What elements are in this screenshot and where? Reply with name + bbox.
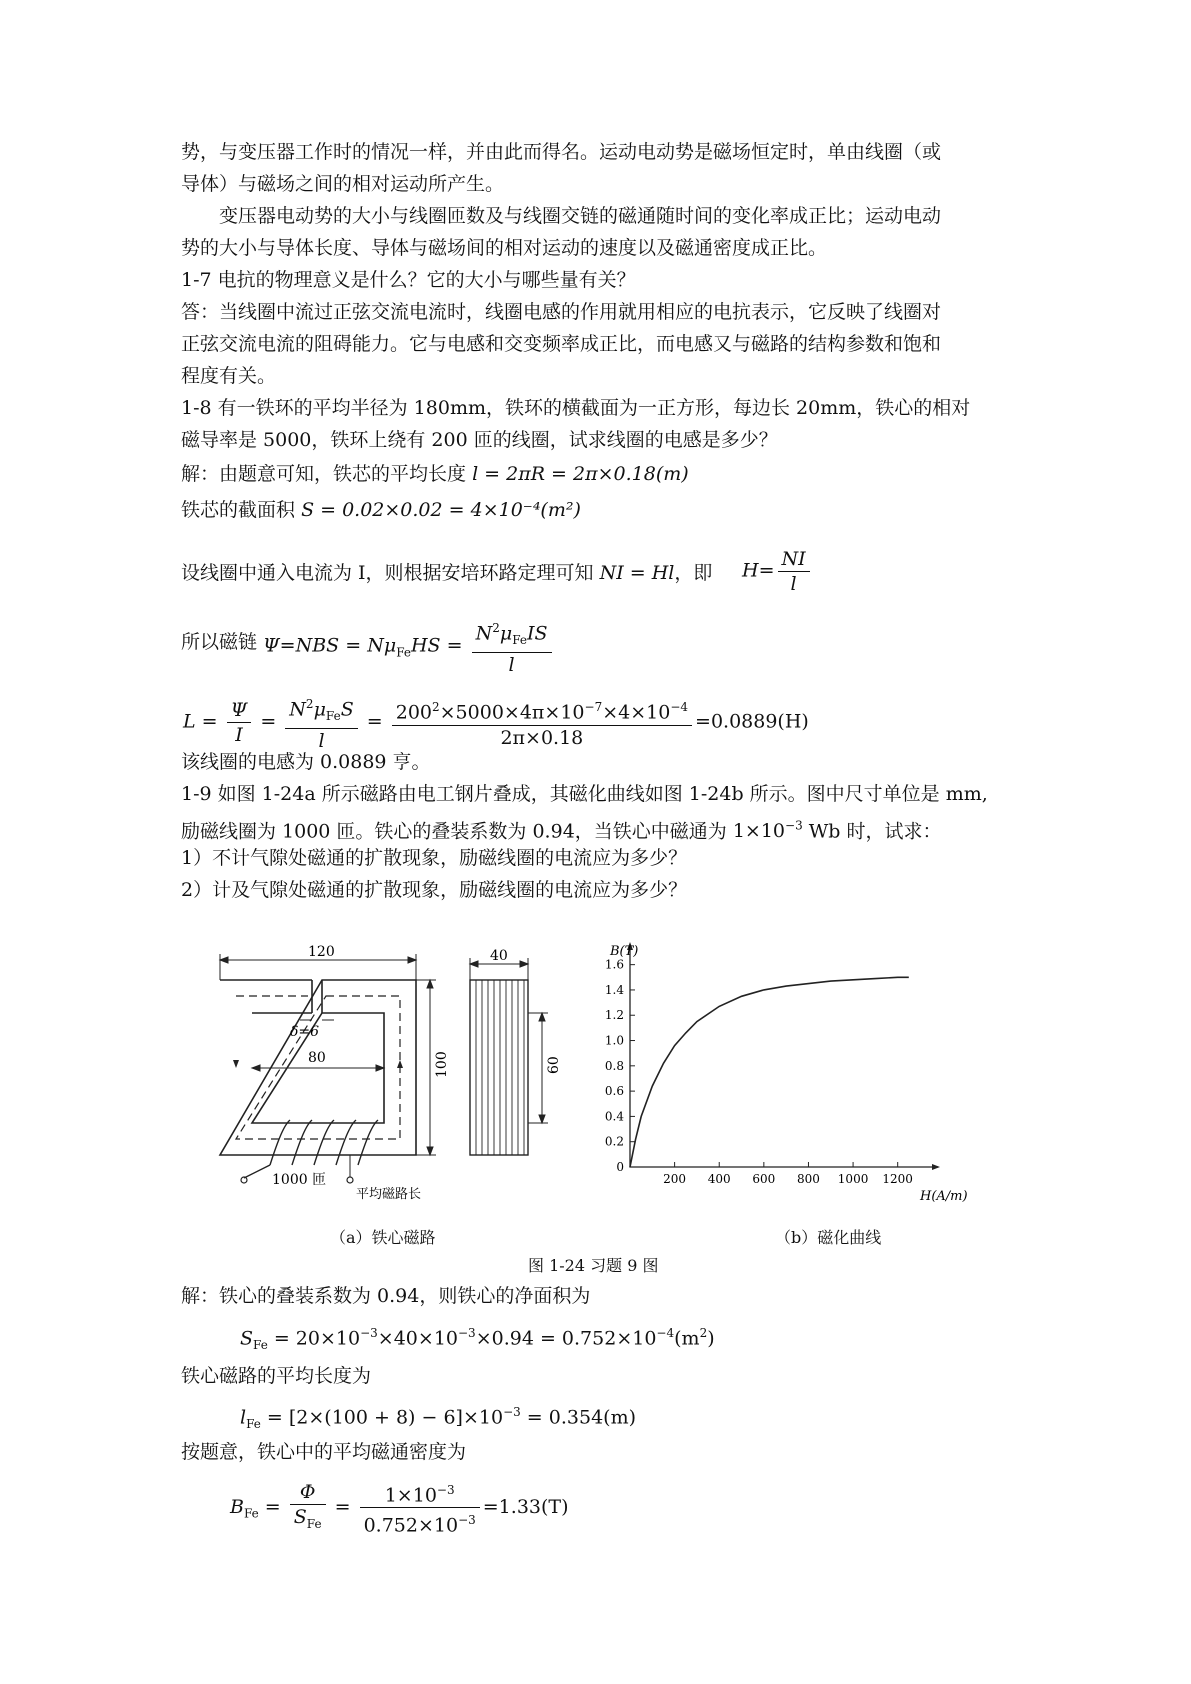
- magnetization-curve-chart: [590, 935, 1010, 1215]
- coil-winding: [244, 1120, 378, 1178]
- question-1-9: 励磁线圈为 1000 匝。铁心的叠装系数为 0.94，当铁心中磁通为 $1\times 10^{-3}$ Wb 时，试求：: [181, 819, 942, 843]
- paragraph-line: 导体）与磁场之间的相对运动所产生。: [181, 173, 505, 195]
- y-tick-label: 1.6: [604, 957, 624, 972]
- y-tick-label: 0.8: [604, 1058, 624, 1073]
- x-axis-arrow: [932, 1164, 940, 1170]
- paragraph-line: 势，与变压器工作时的情况一样，并由此而得名。运动电动势是磁场恒定时，单由线圈（或: [181, 141, 942, 163]
- chart-x-axis-label: H(A/m): [920, 1189, 968, 1204]
- y-tick-label: 0.4: [604, 1109, 624, 1124]
- solution-text: ，即: [674, 562, 713, 584]
- y-tick-label: 0.2: [604, 1134, 624, 1149]
- core-side-view: [470, 980, 528, 1155]
- solution-line: 铁心磁路的平均长度为: [181, 1365, 372, 1387]
- air-gap-label: δ=6: [290, 1024, 320, 1040]
- bfe-result: =1.33(T): [482, 1495, 569, 1518]
- inductance-result: =0.0889(H): [695, 710, 809, 733]
- question-1-7: 1-7 电抗的物理意义是什么？它的大小与哪些量有关？: [181, 269, 636, 291]
- solution-text: 设线圈中通入电流为 I，则根据安培环路定理可知: [181, 562, 594, 584]
- figure-a-caption: （a）铁心磁路: [330, 1228, 436, 1247]
- solution-line: 解：铁心的叠装系数为 0.94，则铁心的净面积为: [181, 1285, 591, 1307]
- dim-100-label: 100: [434, 1051, 450, 1078]
- equation-sfe: $S_{Fe} = 20\times 10^{-3}\times 40\times 10^{-3}\times 0.94 = 0.752\times 10^{-4}(m^2)$: [240, 1326, 715, 1353]
- equation-s: S = 0.02×0.02 = 4×10⁻⁴(m²): [301, 499, 581, 521]
- question-text: Wb 时，试求：: [808, 820, 942, 843]
- x-tick-label: 1200: [882, 1172, 913, 1186]
- x-tick-label: 400: [707, 1172, 731, 1186]
- answer-line: 正弦交流电流的阻碍能力。它与电感和交变频率成正比，而电感又与磁路的结构参数和饱和: [181, 333, 942, 355]
- y-tick-label: 0.6: [604, 1084, 624, 1099]
- x-tick-label: 1000: [837, 1172, 869, 1186]
- x-tick-label: 600: [752, 1172, 776, 1186]
- question-1-8: 1-8 有一铁环的平均半径为 180mm，铁环的横截面为一正方形，每边长 20mm，铁心的相对: [181, 397, 971, 419]
- dim-120-label: 120: [308, 944, 335, 960]
- solution-line: 按题意，铁心中的平均磁通密度为: [181, 1441, 467, 1463]
- solution-line: [181, 560, 1011, 586]
- paragraph-line: 变压器电动势的大小与线圈匝数及与线圈交链的磁通随时间的变化率成正比；运动电动: [219, 205, 942, 227]
- y-tick-label: 1.4: [604, 982, 624, 997]
- equation-ni: NI = Hl: [599, 562, 675, 584]
- chart-y-axis-label: B(T): [610, 944, 639, 959]
- mean-path-label: 平均磁路长: [356, 1187, 422, 1200]
- solution-text: 所以磁链: [181, 631, 258, 653]
- dim-40-label: 40: [490, 948, 508, 964]
- dim-80-label: 80: [308, 1050, 326, 1066]
- solution-text: 铁芯的截面积: [181, 499, 296, 521]
- bh-curve-line: [630, 977, 909, 1167]
- figure-b-caption: （b）磁化曲线: [775, 1228, 882, 1247]
- x-tick-label: 200: [663, 1172, 687, 1186]
- figure-core-magnetic-circuit: [200, 940, 580, 1200]
- equation-flux-linkage: $\Psi=NBS = N\mu_{Fe}HS$ = $\frac{N^2\mu_{Fe}IS}{l}$: [263, 616, 555, 677]
- equation-h-fraction: H= $\frac{NI}{l}$: [742, 547, 813, 596]
- equation-l: l = 2πR = 2π×0.18(m): [472, 463, 689, 485]
- question-item-2: 2）计及气隙处磁通的扩散现象，励磁线圈的电流应为多少？: [181, 879, 688, 901]
- question-1-8: 磁导率是 5000，铁环上绕有 200 匝的线圈，试求线圈的电感是多少？: [181, 429, 778, 451]
- answer-line: 答：当线圈中流过正弦交流电流时，线圈电感的作用就用相应的电抗表示，它反映了线圈对: [181, 301, 942, 323]
- coil-turns-label: 1000 匝: [272, 1172, 327, 1188]
- y-tick-label: 0: [616, 1160, 624, 1174]
- equation-lfe: $l_{Fe} = [2\times(100 + 8) - 6]\times 10^{-3} = 0.354(m)$: [240, 1405, 636, 1432]
- solution-text: 解：由题意可知，铁芯的平均长度: [181, 463, 467, 485]
- dim-60-label: 60: [546, 1056, 562, 1074]
- conclusion-line: 该线圈的电感为 0.0889 亨。: [181, 751, 431, 773]
- x-tick-label: 800: [797, 1172, 820, 1186]
- question-text: 励磁线圈为 1000 匝。铁心的叠装系数为 0.94，当铁心中磁通为: [181, 820, 727, 843]
- equation-bfe: $B_{Fe}$ = $\frac{\Phi}{S_{Fe}}$ = $\frac{1\times 10^{-3}}{0.752\times 10^{-3}}$ =1.33(T): [230, 1478, 569, 1538]
- y-tick-label: 1.2: [604, 1008, 624, 1023]
- question-1-9: 1-9 如图 1-24a 所示磁路由电工钢片叠成，其磁化曲线如图 1-24b 所示。图中尺寸单位是 mm,: [181, 783, 988, 805]
- question-item-1: 1）不计气隙处磁通的扩散现象，励磁线圈的电流应为多少？: [181, 847, 688, 869]
- solution-line: [181, 461, 1011, 487]
- solution-line: [181, 497, 1011, 523]
- paragraph-line: 势的大小与导体长度、导体与磁场间的相对运动的速度以及磁通密度成正比。: [181, 237, 828, 259]
- y-tick-label: 1.0: [604, 1033, 624, 1048]
- equation-inductance: L = $\frac{\Psi}{I}$ = $\frac{N^2\mu_{Fe}S}{l}$ = $\frac{200^2\times 5000\times 4\pi\times 10^{-7}\times 4\times 10^{-4}}{2\pi\times 0.18}$ =0.0889(H): [183, 692, 809, 753]
- answer-line: 程度有关。: [181, 365, 277, 387]
- figure-caption: 图 1-24 习题 9 图: [528, 1256, 659, 1275]
